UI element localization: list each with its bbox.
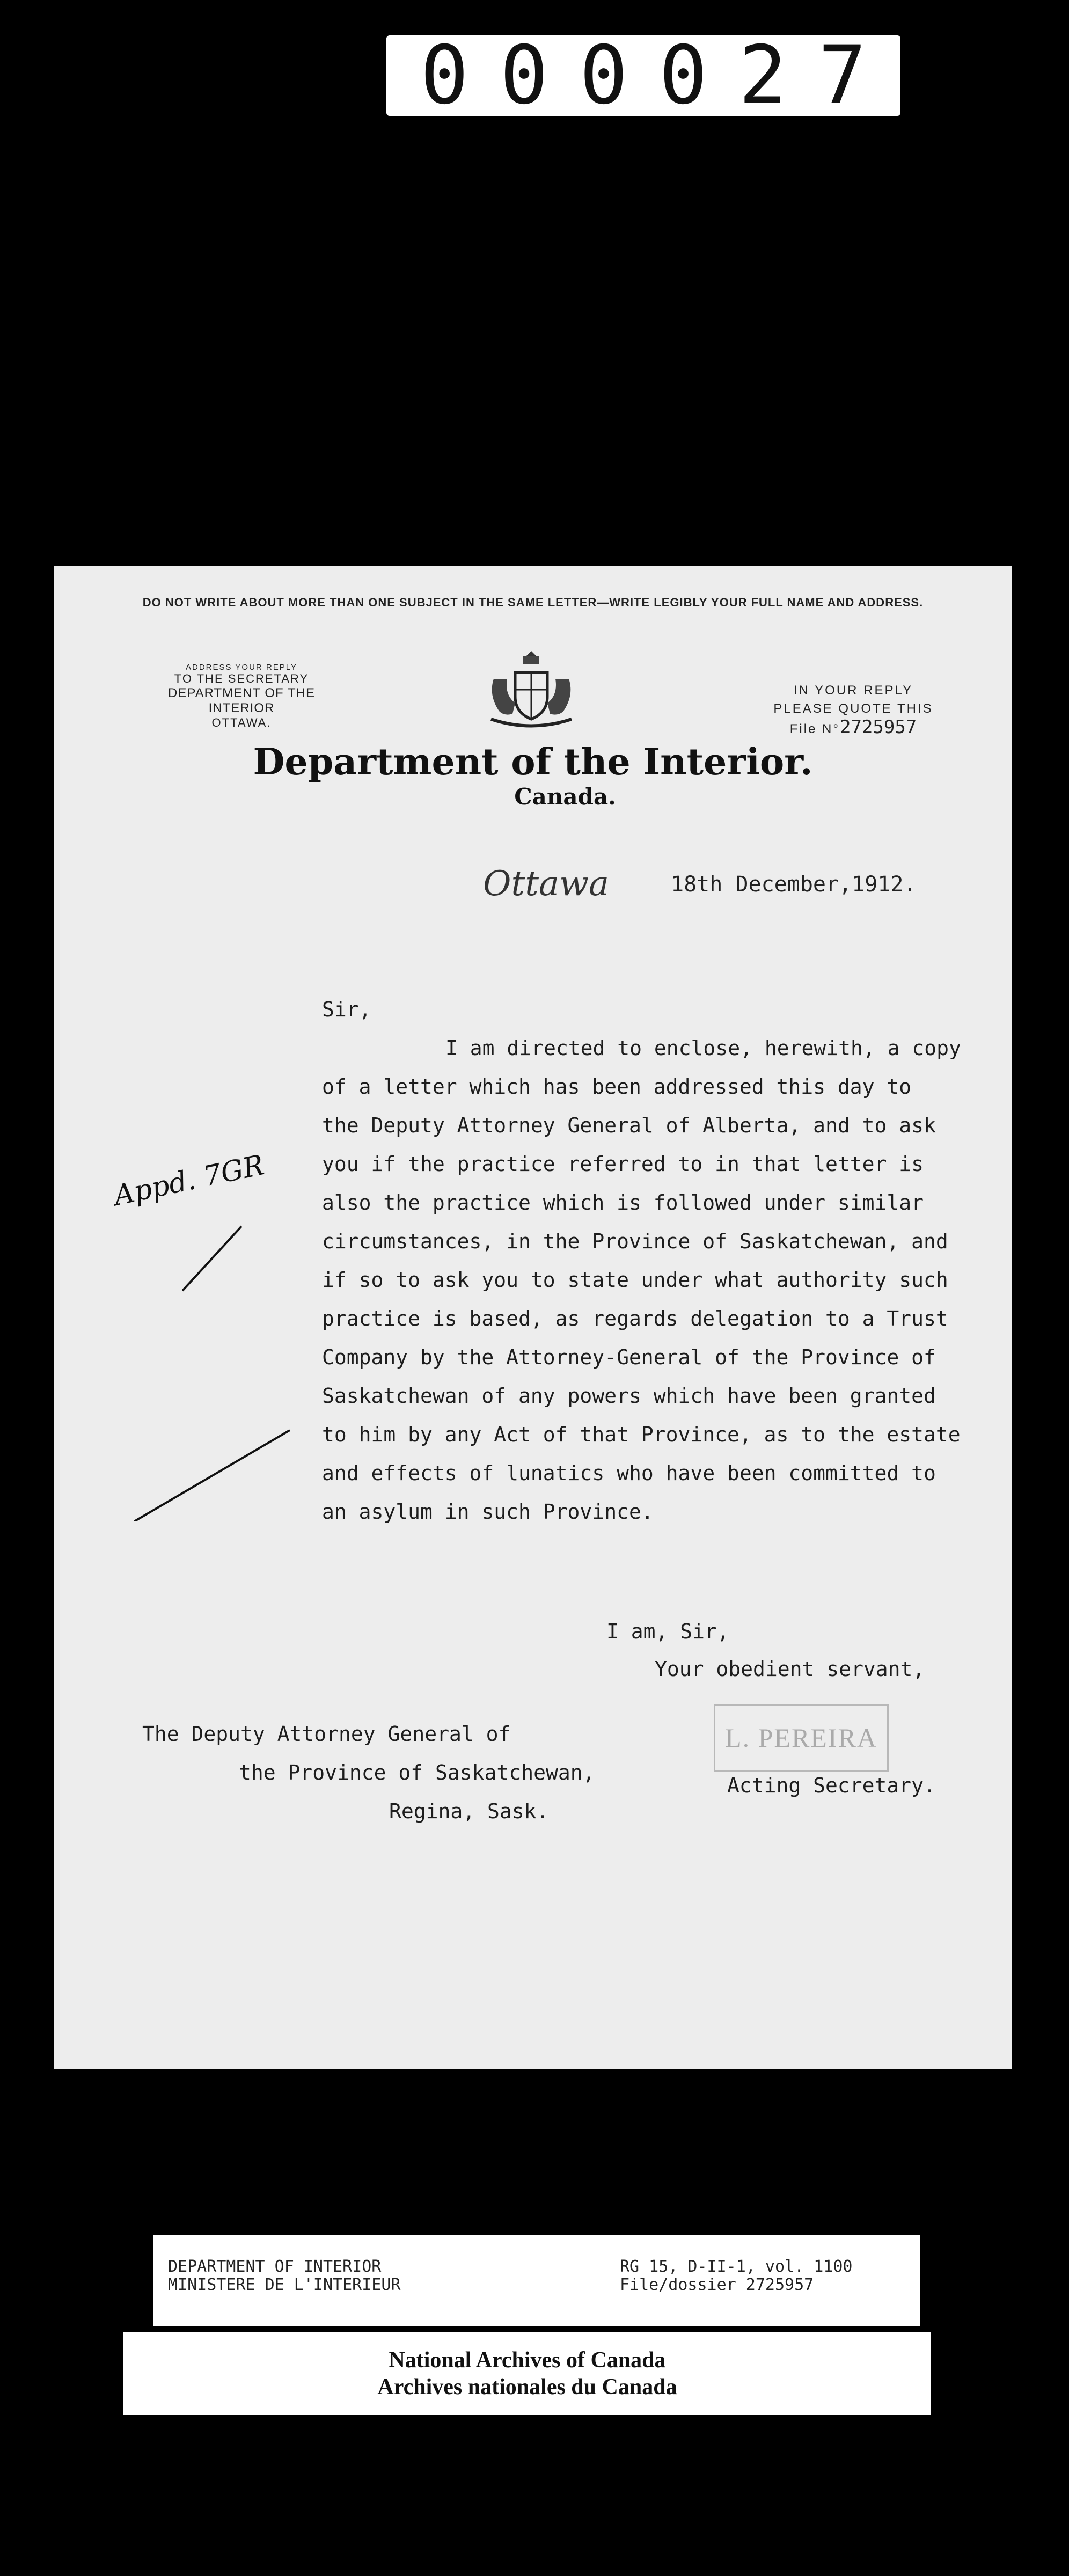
department-heading: Department of the Interior. <box>253 741 813 784</box>
closing-line: I am, Sir, <box>606 1620 729 1643</box>
letter-page <box>54 566 1012 2069</box>
address-line: TO THE SECRETARY <box>174 672 309 685</box>
body-line: of a letter which has been addressed this day to <box>322 1075 912 1099</box>
pencil-strokes <box>118 1221 333 1521</box>
body-line: an asylum in such Province. <box>322 1500 654 1524</box>
letter-date: 18th December,1912. <box>671 872 917 897</box>
reply-line: PLEASE QUOTE THIS <box>773 701 933 716</box>
body-line: you if the practice referred to in that letter is <box>322 1152 924 1176</box>
reply-address-block <box>134 663 349 730</box>
royal-coat-of-arms-icon <box>478 647 585 735</box>
country-subheading: Canada. <box>514 784 616 810</box>
closing-line: Your obedient servant, <box>655 1657 925 1681</box>
archives-name-french: Archives nationales du Canada <box>377 2374 677 2399</box>
body-line: practice is based, as regards delegation to a Trust <box>322 1307 948 1330</box>
body-line: circumstances, in the Province of Saskatchewan, and <box>322 1230 948 1253</box>
closing-block <box>606 1613 925 1688</box>
letter-place: Ottawa <box>483 864 609 904</box>
recipient-line: the Province of Saskatchewan, <box>239 1761 595 1784</box>
archive-department <box>168 2258 400 2294</box>
body-line: if so to ask you to state under what authority such <box>322 1268 948 1292</box>
file-reference <box>735 718 971 738</box>
archive-department-line: MINISTERE DE L'INTERIEUR <box>168 2275 401 2294</box>
signatory-title: Acting Secretary. <box>727 1774 936 1797</box>
archive-reference <box>620 2258 852 2294</box>
archives-name-label <box>123 2332 931 2415</box>
recipient-block <box>142 1715 595 1831</box>
signature-stamp: L. PEREIRA <box>714 1704 889 1772</box>
address-label: ADDRESS YOUR REPLY <box>186 663 297 672</box>
body-line: the Deputy Attorney General of Alberta, and to ask <box>322 1114 936 1137</box>
body-line: also the practice which is followed under similar <box>322 1191 924 1214</box>
archive-reference-label <box>153 2235 920 2326</box>
body-line: and effects of lunatics who have been committed to <box>322 1461 936 1485</box>
handwritten-margin-note: Appd. 7GR <box>111 1149 267 1212</box>
reply-line: IN YOUR REPLY <box>793 683 913 698</box>
address-line: OTTAWA. <box>211 716 272 729</box>
address-line: DEPARTMENT OF THE INTERIOR <box>168 686 315 715</box>
body-line: Company by the Attorney-General of the Province of <box>322 1345 936 1369</box>
body-line: I am directed to enclose, herewith, a copy <box>445 1036 961 1060</box>
recipient-line: The Deputy Attorney General of <box>142 1722 511 1746</box>
body-line: to him by any Act of that Province, as to the estate <box>322 1423 961 1446</box>
salutation: Sir, <box>322 998 371 1021</box>
letterhead-warning: DO NOT WRITE ABOUT MORE THAN ONE SUBJECT IN THE SAME LETTER—WRITE LEGIBLY YOUR FULL NAME AND ADDRESS. <box>142 596 924 609</box>
reply-reference-block <box>735 682 971 738</box>
recipient-line: Regina, Sask. <box>389 1799 549 1823</box>
archive-reference-line: RG 15, D-II-1, vol. 1100 <box>620 2257 853 2276</box>
file-number: 2725957 <box>839 716 917 738</box>
archive-department-line: DEPARTMENT OF INTERIOR <box>168 2257 382 2276</box>
archive-reference-line: File/dossier 2725957 <box>620 2275 814 2294</box>
body-line: Saskatchewan of any powers which have been granted <box>322 1384 936 1408</box>
frame-counter: 000027 <box>386 35 900 116</box>
file-label: File N° <box>789 722 840 736</box>
letter-body <box>322 990 1020 1531</box>
archives-name-english: National Archives of Canada <box>389 2347 666 2373</box>
